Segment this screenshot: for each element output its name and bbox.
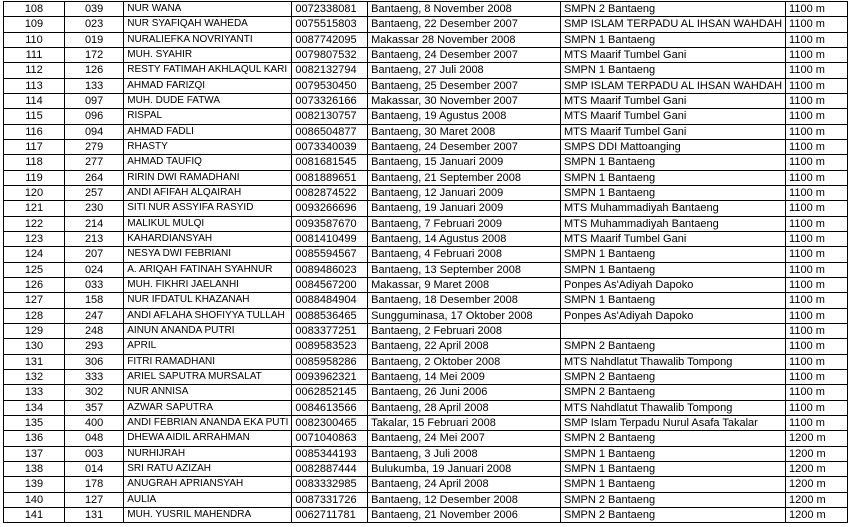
cell-registration-number: 126 bbox=[64, 63, 123, 78]
student-distance-table bbox=[3, 1, 848, 523]
cell-origin-school: Ponpes As'Adiyah Dapoko bbox=[561, 308, 786, 323]
cell-birth-place-date: Bantaeng, 26 Juni 2006 bbox=[368, 385, 561, 400]
cell-row-number: 108 bbox=[4, 2, 65, 17]
cell-registration-number: 014 bbox=[64, 461, 123, 476]
cell-birth-place-date: Bantaeng, 2 Oktober 2008 bbox=[368, 354, 561, 369]
cell-nisn: 0082887444 bbox=[292, 461, 368, 476]
cell-row-number: 127 bbox=[4, 293, 65, 308]
cell-distance: 1200 m bbox=[786, 446, 848, 461]
cell-registration-number: 158 bbox=[64, 293, 123, 308]
cell-distance: 1100 m bbox=[786, 277, 848, 292]
cell-student-name: FITRI RAMADHANI bbox=[124, 354, 292, 369]
cell-registration-number: 003 bbox=[64, 446, 123, 461]
cell-origin-school: MTS Maarif Tumbel Gani bbox=[561, 47, 786, 62]
cell-birth-place-date: Bantaeng, 12 Desember 2008 bbox=[368, 492, 561, 507]
cell-nisn: 0089583523 bbox=[292, 339, 368, 354]
cell-student-name: MALIKUL MULQI bbox=[124, 216, 292, 231]
cell-distance: 1100 m bbox=[786, 308, 848, 323]
table-row bbox=[4, 17, 848, 32]
cell-student-name: NUR WANA bbox=[124, 2, 292, 17]
table-row bbox=[4, 477, 848, 492]
cell-registration-number: 302 bbox=[64, 385, 123, 400]
cell-registration-number: 033 bbox=[64, 277, 123, 292]
cell-registration-number: 333 bbox=[64, 369, 123, 384]
cell-birth-place-date: Bantaeng, 4 Februari 2008 bbox=[368, 247, 561, 262]
cell-distance: 1100 m bbox=[786, 109, 848, 124]
cell-row-number: 115 bbox=[4, 109, 65, 124]
cell-student-name: AHMAD FARIZQI bbox=[124, 78, 292, 93]
cell-origin-school: MTS Muhammadiyah Bantaeng bbox=[561, 201, 786, 216]
cell-nisn: 0087742095 bbox=[292, 32, 368, 47]
cell-origin-school: SMPN 1 Bantaeng bbox=[561, 477, 786, 492]
cell-registration-number: 400 bbox=[64, 415, 123, 430]
cell-nisn: 0081889651 bbox=[292, 170, 368, 185]
table-row bbox=[4, 262, 848, 277]
cell-row-number: 138 bbox=[4, 461, 65, 476]
table-row bbox=[4, 354, 848, 369]
cell-registration-number: 306 bbox=[64, 354, 123, 369]
cell-birth-place-date: Sungguminasa, 17 Oktober 2008 bbox=[368, 308, 561, 323]
table-row bbox=[4, 385, 848, 400]
cell-nisn: 0072338081 bbox=[292, 2, 368, 17]
cell-registration-number: 097 bbox=[64, 93, 123, 108]
cell-registration-number: 264 bbox=[64, 170, 123, 185]
cell-distance: 1100 m bbox=[786, 63, 848, 78]
table-row bbox=[4, 446, 848, 461]
cell-birth-place-date: Bantaeng, 3 Juli 2008 bbox=[368, 446, 561, 461]
cell-distance: 1100 m bbox=[786, 93, 848, 108]
cell-nisn: 0083332985 bbox=[292, 477, 368, 492]
cell-row-number: 135 bbox=[4, 415, 65, 430]
cell-origin-school: SMPN 1 Bantaeng bbox=[561, 185, 786, 200]
cell-registration-number: 133 bbox=[64, 78, 123, 93]
cell-row-number: 129 bbox=[4, 323, 65, 338]
cell-birth-place-date: Bantaeng, 19 Agustus 2008 bbox=[368, 109, 561, 124]
cell-nisn: 0082874522 bbox=[292, 185, 368, 200]
cell-nisn: 0089486023 bbox=[292, 262, 368, 277]
cell-student-name: A. ARIQAH FATINAH SYAHNUR bbox=[124, 262, 292, 277]
cell-row-number: 114 bbox=[4, 93, 65, 108]
cell-birth-place-date: Makassar 28 November 2008 bbox=[368, 32, 561, 47]
cell-distance: 1100 m bbox=[786, 216, 848, 231]
table-row bbox=[4, 507, 848, 522]
cell-nisn: 0088484904 bbox=[292, 293, 368, 308]
cell-nisn: 0075515803 bbox=[292, 17, 368, 32]
table-row bbox=[4, 139, 848, 154]
cell-student-name: APRIL bbox=[124, 339, 292, 354]
cell-origin-school: MTS Nahdlatut Thawalib Tompong bbox=[561, 354, 786, 369]
cell-row-number: 120 bbox=[4, 185, 65, 200]
cell-nisn: 0079530450 bbox=[292, 78, 368, 93]
cell-origin-school: SMP ISLAM TERPADU AL IHSAN WAHDAH bbox=[561, 78, 786, 93]
cell-registration-number: 230 bbox=[64, 201, 123, 216]
cell-origin-school: MTS Nahdlatut Thawalib Tompong bbox=[561, 400, 786, 415]
cell-origin-school: SMPN 2 Bantaeng bbox=[561, 369, 786, 384]
cell-nisn: 0083377251 bbox=[292, 323, 368, 338]
cell-registration-number: 279 bbox=[64, 139, 123, 154]
cell-registration-number: 248 bbox=[64, 323, 123, 338]
cell-origin-school: MTS Maarif Tumbel Gani bbox=[561, 109, 786, 124]
cell-origin-school: MTS Maarif Tumbel Gani bbox=[561, 231, 786, 246]
cell-student-name: MUH. FIKHRI JAELANHI bbox=[124, 277, 292, 292]
cell-birth-place-date: Bantaeng, 25 Desember 2007 bbox=[368, 78, 561, 93]
cell-distance: 1100 m bbox=[786, 354, 848, 369]
table-row bbox=[4, 492, 848, 507]
cell-row-number: 110 bbox=[4, 32, 65, 47]
cell-birth-place-date: Bantaeng, 22 April 2008 bbox=[368, 339, 561, 354]
cell-birth-place-date: Bantaeng, 18 Desember 2008 bbox=[368, 293, 561, 308]
cell-nisn: 0081410499 bbox=[292, 231, 368, 246]
table-row bbox=[4, 109, 848, 124]
cell-distance: 1100 m bbox=[786, 400, 848, 415]
table-row bbox=[4, 78, 848, 93]
cell-origin-school: Ponpes As'Adiyah Dapoko bbox=[561, 277, 786, 292]
cell-registration-number: 172 bbox=[64, 47, 123, 62]
table-row bbox=[4, 155, 848, 170]
cell-origin-school: SMPN 1 Bantaeng bbox=[561, 262, 786, 277]
cell-row-number: 139 bbox=[4, 477, 65, 492]
cell-student-name: RESTY FATIMAH AKHLAQUL KARI bbox=[124, 63, 292, 78]
cell-row-number: 126 bbox=[4, 277, 65, 292]
cell-nisn: 0081681545 bbox=[292, 155, 368, 170]
cell-row-number: 128 bbox=[4, 308, 65, 323]
cell-distance: 1100 m bbox=[786, 369, 848, 384]
cell-student-name: ANDI FEBRIAN ANANDA EKA PUTI bbox=[124, 415, 292, 430]
cell-row-number: 134 bbox=[4, 400, 65, 415]
cell-registration-number: 257 bbox=[64, 185, 123, 200]
cell-registration-number: 207 bbox=[64, 247, 123, 262]
cell-origin-school: SMPN 1 Bantaeng bbox=[561, 446, 786, 461]
cell-registration-number: 096 bbox=[64, 109, 123, 124]
cell-origin-school: SMPN 2 Bantaeng bbox=[561, 385, 786, 400]
cell-birth-place-date: Bantaeng, 30 Maret 2008 bbox=[368, 124, 561, 139]
table-row bbox=[4, 185, 848, 200]
cell-origin-school: SMPN 1 Bantaeng bbox=[561, 155, 786, 170]
cell-distance: 1200 m bbox=[786, 461, 848, 476]
cell-birth-place-date: Bantaeng, 27 Juli 2008 bbox=[368, 63, 561, 78]
table-row bbox=[4, 170, 848, 185]
cell-distance: 1100 m bbox=[786, 185, 848, 200]
cell-birth-place-date: Bantaeng, 13 September 2008 bbox=[368, 262, 561, 277]
cell-origin-school bbox=[561, 323, 786, 338]
table-row bbox=[4, 461, 848, 476]
cell-nisn: 0084567200 bbox=[292, 277, 368, 292]
cell-registration-number: 214 bbox=[64, 216, 123, 231]
table-row bbox=[4, 277, 848, 292]
cell-origin-school: SMPN 1 Bantaeng bbox=[561, 32, 786, 47]
cell-distance: 1100 m bbox=[786, 201, 848, 216]
table-row bbox=[4, 47, 848, 62]
cell-registration-number: 293 bbox=[64, 339, 123, 354]
cell-distance: 1100 m bbox=[786, 32, 848, 47]
cell-origin-school: SMPN 1 Bantaeng bbox=[561, 293, 786, 308]
cell-student-name: MUH. YUSRIL MAHENDRA bbox=[124, 507, 292, 522]
cell-origin-school: SMP ISLAM TERPADU AL IHSAN WAHDAH bbox=[561, 17, 786, 32]
table-row bbox=[4, 124, 848, 139]
cell-distance: 1100 m bbox=[786, 155, 848, 170]
cell-distance: 1100 m bbox=[786, 262, 848, 277]
table-row bbox=[4, 400, 848, 415]
cell-distance: 1200 m bbox=[786, 492, 848, 507]
table-body bbox=[4, 2, 848, 523]
cell-nisn: 0085344193 bbox=[292, 446, 368, 461]
cell-student-name: AHMAD TAUFIQ bbox=[124, 155, 292, 170]
cell-nisn: 0082132794 bbox=[292, 63, 368, 78]
cell-registration-number: 131 bbox=[64, 507, 123, 522]
cell-origin-school: SMPN 1 Bantaeng bbox=[561, 247, 786, 262]
cell-registration-number: 019 bbox=[64, 32, 123, 47]
cell-birth-place-date: Bantaeng, 28 April 2008 bbox=[368, 400, 561, 415]
cell-row-number: 122 bbox=[4, 216, 65, 231]
cell-student-name: MUH. SYAHIR bbox=[124, 47, 292, 62]
cell-origin-school: SMPS DDI Mattoanging bbox=[561, 139, 786, 154]
cell-nisn: 0073326166 bbox=[292, 93, 368, 108]
cell-distance: 1100 m bbox=[786, 323, 848, 338]
cell-distance: 1100 m bbox=[786, 2, 848, 17]
cell-birth-place-date: Bantaeng, 14 Mei 2009 bbox=[368, 369, 561, 384]
cell-registration-number: 213 bbox=[64, 231, 123, 246]
cell-student-name: RIRIN DWI RAMADHANI bbox=[124, 170, 292, 185]
cell-registration-number: 094 bbox=[64, 124, 123, 139]
cell-birth-place-date: Bantaeng, 24 Mei 2007 bbox=[368, 431, 561, 446]
cell-student-name: NUR ANNISA bbox=[124, 385, 292, 400]
cell-student-name: AHMAD FADLI bbox=[124, 124, 292, 139]
cell-row-number: 125 bbox=[4, 262, 65, 277]
table-row bbox=[4, 247, 848, 262]
cell-distance: 1100 m bbox=[786, 78, 848, 93]
table-row bbox=[4, 415, 848, 430]
cell-origin-school: SMPN 2 Bantaeng bbox=[561, 507, 786, 522]
cell-student-name: SRI RATU AZIZAH bbox=[124, 461, 292, 476]
cell-origin-school: SMPN 2 Bantaeng bbox=[561, 431, 786, 446]
cell-nisn: 0093962321 bbox=[292, 369, 368, 384]
cell-origin-school: SMPN 1 Bantaeng bbox=[561, 461, 786, 476]
cell-nisn: 0087331726 bbox=[292, 492, 368, 507]
cell-student-name: RHASTY bbox=[124, 139, 292, 154]
cell-student-name: NURHIJRAH bbox=[124, 446, 292, 461]
cell-registration-number: 277 bbox=[64, 155, 123, 170]
cell-distance: 1100 m bbox=[786, 385, 848, 400]
cell-student-name: ANUGRAH APRIANSYAH bbox=[124, 477, 292, 492]
cell-registration-number: 178 bbox=[64, 477, 123, 492]
cell-origin-school: MTS Muhammadiyah Bantaeng bbox=[561, 216, 786, 231]
table-row bbox=[4, 369, 848, 384]
cell-student-name: MUH. DUDE FATWA bbox=[124, 93, 292, 108]
cell-origin-school: SMPN 2 Bantaeng bbox=[561, 492, 786, 507]
cell-nisn: 0084613566 bbox=[292, 400, 368, 415]
cell-row-number: 113 bbox=[4, 78, 65, 93]
cell-distance: 1100 m bbox=[786, 124, 848, 139]
cell-birth-place-date: Bantaeng, 8 November 2008 bbox=[368, 2, 561, 17]
cell-birth-place-date: Bantaeng, 15 Januari 2009 bbox=[368, 155, 561, 170]
cell-student-name: NUR SYAFIQAH WAHEDA bbox=[124, 17, 292, 32]
cell-row-number: 116 bbox=[4, 124, 65, 139]
cell-row-number: 123 bbox=[4, 231, 65, 246]
cell-birth-place-date: Bantaeng, 22 Desember 2007 bbox=[368, 17, 561, 32]
cell-distance: 1200 m bbox=[786, 431, 848, 446]
cell-row-number: 141 bbox=[4, 507, 65, 522]
cell-birth-place-date: Bantaeng, 24 Desember 2007 bbox=[368, 139, 561, 154]
cell-distance: 1100 m bbox=[786, 293, 848, 308]
table-row bbox=[4, 293, 848, 308]
cell-student-name: KAHARDIANSYAH bbox=[124, 231, 292, 246]
cell-registration-number: 048 bbox=[64, 431, 123, 446]
cell-birth-place-date: Bantaeng, 12 Januari 2009 bbox=[368, 185, 561, 200]
cell-distance: 1100 m bbox=[786, 247, 848, 262]
cell-nisn: 0085958286 bbox=[292, 354, 368, 369]
cell-distance: 1200 m bbox=[786, 507, 848, 522]
cell-row-number: 137 bbox=[4, 446, 65, 461]
cell-row-number: 119 bbox=[4, 170, 65, 185]
cell-birth-place-date: Bantaeng, 21 September 2008 bbox=[368, 170, 561, 185]
cell-origin-school: SMPN 2 Bantaeng bbox=[561, 2, 786, 17]
cell-student-name: NESYA DWI FEBRIANI bbox=[124, 247, 292, 262]
cell-nisn: 0086504877 bbox=[292, 124, 368, 139]
cell-registration-number: 024 bbox=[64, 262, 123, 277]
cell-nisn: 0073340039 bbox=[292, 139, 368, 154]
cell-birth-place-date: Bantaeng, 7 Februari 2009 bbox=[368, 216, 561, 231]
cell-distance: 1200 m bbox=[786, 477, 848, 492]
cell-registration-number: 127 bbox=[64, 492, 123, 507]
cell-birth-place-date: Bantaeng, 14 Agustus 2008 bbox=[368, 231, 561, 246]
cell-origin-school: SMPN 1 Bantaeng bbox=[561, 63, 786, 78]
cell-row-number: 118 bbox=[4, 155, 65, 170]
cell-birth-place-date: Makassar, 30 November 2007 bbox=[368, 93, 561, 108]
cell-nisn: 0062852145 bbox=[292, 385, 368, 400]
cell-nisn: 0071040863 bbox=[292, 431, 368, 446]
cell-origin-school: SMP Islam Terpadu Nurul Asafa Takalar bbox=[561, 415, 786, 430]
cell-origin-school: SMPN 1 Bantaeng bbox=[561, 170, 786, 185]
cell-nisn: 0088536465 bbox=[292, 308, 368, 323]
cell-row-number: 130 bbox=[4, 339, 65, 354]
cell-student-name: AULIA bbox=[124, 492, 292, 507]
cell-nisn: 0062711781 bbox=[292, 507, 368, 522]
cell-student-name: DHEWA AIDIL ARRAHMAN bbox=[124, 431, 292, 446]
table-row bbox=[4, 216, 848, 231]
cell-nisn: 0079807532 bbox=[292, 47, 368, 62]
cell-distance: 1100 m bbox=[786, 17, 848, 32]
cell-row-number: 117 bbox=[4, 139, 65, 154]
cell-student-name: ANDI AFLAHA SHOFIYYA TULLAH bbox=[124, 308, 292, 323]
cell-row-number: 111 bbox=[4, 47, 65, 62]
cell-registration-number: 247 bbox=[64, 308, 123, 323]
cell-row-number: 136 bbox=[4, 431, 65, 446]
cell-row-number: 112 bbox=[4, 63, 65, 78]
cell-student-name: ANDI AFIFAH ALQAIRAH bbox=[124, 185, 292, 200]
cell-birth-place-date: Takalar, 15 Februari 2008 bbox=[368, 415, 561, 430]
table-row bbox=[4, 201, 848, 216]
cell-birth-place-date: Bantaeng, 21 November 2006 bbox=[368, 507, 561, 522]
cell-row-number: 124 bbox=[4, 247, 65, 262]
cell-student-name: NURALIEFKA NOVRIYANTI bbox=[124, 32, 292, 47]
cell-row-number: 133 bbox=[4, 385, 65, 400]
cell-row-number: 109 bbox=[4, 17, 65, 32]
cell-birth-place-date: Bulukumba, 19 Januari 2008 bbox=[368, 461, 561, 476]
table-row bbox=[4, 231, 848, 246]
cell-origin-school: SMPN 2 Bantaeng bbox=[561, 339, 786, 354]
cell-nisn: 0093266696 bbox=[292, 201, 368, 216]
table-row bbox=[4, 323, 848, 338]
cell-nisn: 0085594567 bbox=[292, 247, 368, 262]
cell-distance: 1100 m bbox=[786, 415, 848, 430]
table-row bbox=[4, 32, 848, 47]
table-row bbox=[4, 308, 848, 323]
table-row bbox=[4, 93, 848, 108]
cell-student-name: NUR IFDATUL KHAZANAH bbox=[124, 293, 292, 308]
cell-nisn: 0082300465 bbox=[292, 415, 368, 430]
cell-distance: 1100 m bbox=[786, 139, 848, 154]
cell-distance: 1100 m bbox=[786, 47, 848, 62]
cell-student-name: AINUN ANANDA PUTRI bbox=[124, 323, 292, 338]
cell-origin-school: MTS Maarif Tumbel Gani bbox=[561, 93, 786, 108]
cell-registration-number: 039 bbox=[64, 2, 123, 17]
cell-student-name: SITI NUR ASSYIFA RASYID bbox=[124, 201, 292, 216]
cell-nisn: 0093587670 bbox=[292, 216, 368, 231]
cell-distance: 1100 m bbox=[786, 231, 848, 246]
cell-birth-place-date: Bantaeng, 24 Desember 2007 bbox=[368, 47, 561, 62]
cell-registration-number: 357 bbox=[64, 400, 123, 415]
cell-row-number: 121 bbox=[4, 201, 65, 216]
cell-row-number: 132 bbox=[4, 369, 65, 384]
cell-student-name: AZWAR SAPUTRA bbox=[124, 400, 292, 415]
table-row bbox=[4, 339, 848, 354]
cell-origin-school: MTS Maarif Tumbel Gani bbox=[561, 124, 786, 139]
cell-birth-place-date: Bantaeng, 24 April 2008 bbox=[368, 477, 561, 492]
table-row bbox=[4, 63, 848, 78]
cell-row-number: 140 bbox=[4, 492, 65, 507]
table-row bbox=[4, 431, 848, 446]
cell-nisn: 0082130757 bbox=[292, 109, 368, 124]
cell-row-number: 131 bbox=[4, 354, 65, 369]
cell-distance: 1100 m bbox=[786, 339, 848, 354]
cell-student-name: RISPAL bbox=[124, 109, 292, 124]
cell-distance: 1100 m bbox=[786, 170, 848, 185]
cell-birth-place-date: Makassar, 9 Maret 2008 bbox=[368, 277, 561, 292]
cell-student-name: ARIEL SAPUTRA MURSALAT bbox=[124, 369, 292, 384]
table-row bbox=[4, 2, 848, 17]
cell-birth-place-date: Bantaeng, 19 Januari 2009 bbox=[368, 201, 561, 216]
cell-registration-number: 023 bbox=[64, 17, 123, 32]
cell-birth-place-date: Bantaeng, 2 Februari 2008 bbox=[368, 323, 561, 338]
